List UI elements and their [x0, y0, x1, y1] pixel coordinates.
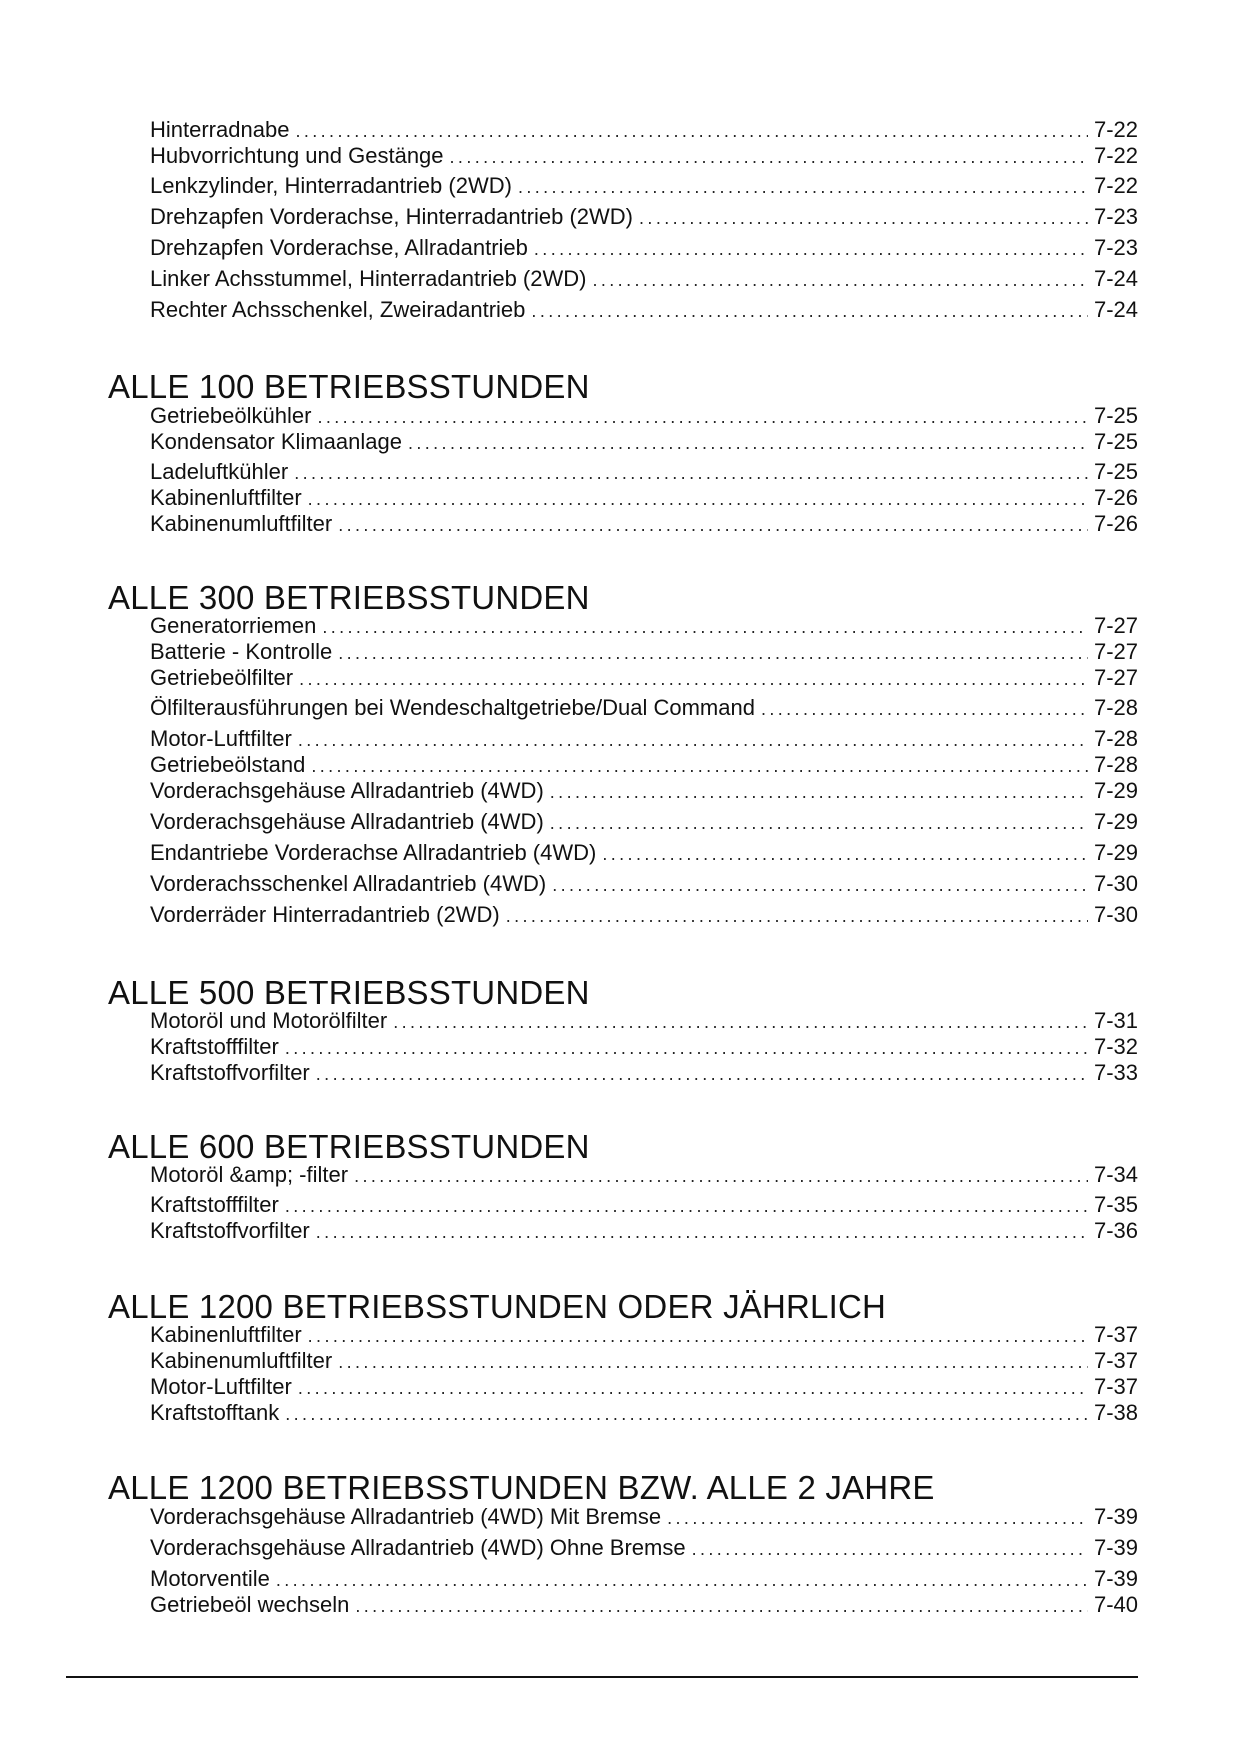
entry-page: 7-26	[1093, 485, 1138, 510]
entry-page: 7-25	[1093, 403, 1138, 428]
entry-page: 7-40	[1093, 1592, 1138, 1617]
entry-title: Getriebeölkühler	[150, 403, 312, 428]
section-heading: ALLE 100 BETRIEBSSTUNDEN	[108, 368, 590, 405]
entry-title: Hubvorrichtung und Gestänge	[150, 143, 444, 168]
toc-entry[interactable]	[150, 901, 1138, 929]
section-heading: ALLE 500 BETRIEBSSTUNDEN	[108, 974, 590, 1011]
leader-dots	[550, 809, 1088, 837]
entry-page: 7-37	[1093, 1322, 1138, 1347]
leader-dots	[408, 429, 1088, 457]
entry-title: Motorventile	[150, 1566, 270, 1591]
entry-page: 7-23	[1093, 235, 1138, 260]
leader-dots	[534, 235, 1088, 263]
entry-page: 7-28	[1093, 752, 1138, 777]
toc-entry[interactable]	[150, 484, 1138, 512]
leader-dots	[316, 1060, 1088, 1088]
entry-title: Vorderachsgehäuse Allradantrieb (4WD) Ohne Bremse	[150, 1535, 686, 1560]
entry-page: 7-24	[1093, 297, 1138, 322]
entry-page: 7-31	[1093, 1008, 1138, 1033]
toc-entry[interactable]	[150, 870, 1138, 898]
leader-dots	[338, 639, 1088, 667]
section-heading: ALLE 600 BETRIEBSSTUNDEN	[108, 1128, 590, 1165]
entry-page: 7-33	[1093, 1060, 1138, 1085]
entry-title: Motoröl &amp; -filter	[150, 1162, 349, 1187]
entry-page: 7-38	[1093, 1400, 1138, 1425]
entry-page: 7-25	[1093, 459, 1138, 484]
leader-dots	[322, 613, 1088, 641]
toc-entry[interactable]	[150, 1399, 1138, 1427]
leader-dots	[355, 1592, 1088, 1620]
entry-title: Vorderachsgehäuse Allradantrieb (4WD) Mit Bremse	[150, 1504, 662, 1529]
entry-title: Ölfilterausführungen bei Wendeschaltgetriebe/Dual Command	[150, 695, 755, 720]
entry-title: Kondensator Klimaanlage	[150, 429, 402, 454]
leader-dots	[518, 173, 1088, 201]
entry-page: 7-32	[1093, 1034, 1138, 1059]
toc-entry[interactable]	[150, 808, 1138, 836]
entry-title: Ladeluftkühler	[150, 459, 289, 484]
toc-entry[interactable]	[150, 1191, 1138, 1219]
entry-page: 7-25	[1093, 429, 1138, 454]
leader-dots	[592, 266, 1087, 294]
toc-entry[interactable]	[150, 638, 1138, 666]
entry-page: 7-30	[1093, 871, 1138, 896]
toc-entry[interactable]	[150, 1217, 1138, 1245]
toc-entry[interactable]	[150, 839, 1138, 867]
section-heading: ALLE 1200 BETRIEBSSTUNDEN BZW. ALLE 2 JAHRE	[108, 1469, 935, 1506]
toc-entry[interactable]	[150, 1033, 1138, 1061]
entry-page: 7-35	[1093, 1192, 1138, 1217]
entry-title: Kraftstofftank	[150, 1400, 280, 1425]
leader-dots	[285, 1400, 1088, 1428]
entry-title: Kraftstofffilter	[150, 1034, 279, 1059]
toc-entry[interactable]	[150, 612, 1138, 640]
entry-title: Generatorriemen	[150, 613, 317, 638]
entry-title: Endantriebe Vorderachse Allradantrieb (4WD)	[150, 840, 597, 865]
toc-entry[interactable]	[150, 402, 1138, 430]
leader-dots	[552, 871, 1088, 899]
entry-title: Lenkzylinder, Hinterradantrieb (2WD)	[150, 173, 512, 198]
entry-page: 7-29	[1093, 809, 1138, 834]
entry-title: Vorderachsschenkel Allradantrieb (4WD)	[150, 871, 547, 896]
entry-title: Getriebeölfilter	[150, 665, 294, 690]
entry-title: Linker Achsstummel, Hinterradantrieb (2WD)	[150, 266, 587, 291]
leader-dots	[308, 1322, 1088, 1350]
leader-dots	[450, 143, 1088, 171]
toc-entry[interactable]	[150, 1347, 1138, 1375]
leader-dots	[692, 1535, 1088, 1563]
leader-dots	[316, 1218, 1088, 1246]
leader-dots	[285, 1192, 1088, 1220]
leader-dots	[295, 117, 1088, 145]
leader-dots	[393, 1008, 1088, 1036]
entry-page: 7-36	[1093, 1218, 1138, 1243]
leader-dots	[354, 1162, 1088, 1190]
entry-page: 7-27	[1093, 613, 1138, 638]
entry-title: Hinterradnabe	[150, 117, 290, 142]
entry-page: 7-28	[1093, 726, 1138, 751]
entry-page: 7-26	[1093, 511, 1138, 536]
section-heading: ALLE 1200 BETRIEBSSTUNDEN ODER JÄHRLICH	[108, 1288, 887, 1325]
entry-title: Motoröl und Motorölfilter	[150, 1008, 388, 1033]
leader-dots	[602, 840, 1088, 868]
entry-page: 7-28	[1093, 695, 1138, 720]
entry-title: Getriebeölstand	[150, 752, 306, 777]
section-heading: ALLE 300 BETRIEBSSTUNDEN	[108, 579, 590, 616]
toc-entry[interactable]	[150, 458, 1138, 486]
toc-entry[interactable]	[150, 234, 1138, 262]
entry-title: Getriebeöl wechseln	[150, 1592, 350, 1617]
leader-dots	[285, 1034, 1088, 1062]
entry-page: 7-37	[1093, 1348, 1138, 1373]
entry-page: 7-29	[1093, 840, 1138, 865]
leader-dots	[298, 1374, 1088, 1402]
entry-page: 7-22	[1093, 143, 1138, 168]
entry-title: Motor-Luftfilter	[150, 1374, 292, 1399]
toc-entry[interactable]	[150, 172, 1138, 200]
entry-page: 7-22	[1093, 173, 1138, 198]
entry-title: Kabinenumluftfilter	[150, 511, 333, 536]
footer-divider	[66, 1676, 1138, 1678]
leader-dots	[276, 1566, 1088, 1594]
entry-title: Drehzapfen Vorderachse, Hinterradantrieb (2WD)	[150, 204, 634, 229]
toc-entry[interactable]	[150, 142, 1138, 170]
entry-title: Drehzapfen Vorderachse, Allradantrieb	[150, 235, 528, 260]
entry-title: Vorderachsgehäuse Allradantrieb (4WD)	[150, 809, 544, 834]
leader-dots	[308, 485, 1088, 513]
toc-entry[interactable]	[150, 777, 1138, 805]
entry-title: Kabinenluftfilter	[150, 485, 302, 510]
entry-page: 7-27	[1093, 665, 1138, 690]
entry-page: 7-23	[1093, 204, 1138, 229]
leader-dots	[317, 403, 1088, 431]
toc-entry[interactable]	[150, 664, 1138, 692]
entry-title: Vorderachsgehäuse Allradantrieb (4WD)	[150, 778, 544, 803]
toc-entry[interactable]	[150, 1565, 1138, 1593]
toc-entry[interactable]	[150, 1591, 1138, 1619]
entry-page: 7-34	[1093, 1162, 1138, 1187]
leader-dots	[299, 665, 1088, 693]
toc-entry[interactable]	[150, 296, 1138, 324]
toc-entry[interactable]	[150, 1007, 1138, 1035]
toc-entry[interactable]	[150, 203, 1138, 231]
entry-title: Kabinenluftfilter	[150, 1322, 302, 1347]
leader-dots	[338, 1348, 1088, 1376]
entry-page: 7-39	[1093, 1504, 1138, 1529]
entry-title: Kraftstoffvorfilter	[150, 1060, 310, 1085]
toc-entry[interactable]	[150, 1534, 1138, 1562]
toc-entry[interactable]	[150, 1059, 1138, 1087]
toc-entry[interactable]	[150, 116, 1138, 144]
toc-entry[interactable]	[150, 265, 1138, 293]
leader-dots	[506, 902, 1088, 930]
toc-entry[interactable]	[150, 725, 1138, 753]
toc-entry[interactable]	[150, 510, 1138, 538]
entry-page: 7-37	[1093, 1374, 1138, 1399]
toc-entry[interactable]	[150, 1503, 1138, 1531]
entry-page: 7-22	[1093, 117, 1138, 142]
leader-dots	[550, 778, 1088, 806]
entry-page: 7-30	[1093, 902, 1138, 927]
entry-title: Rechter Achsschenkel, Zweiradantrieb	[150, 297, 526, 322]
toc-entry[interactable]	[150, 751, 1138, 779]
leader-dots	[294, 459, 1088, 487]
entry-title: Kraftstoffvorfilter	[150, 1218, 310, 1243]
toc-entry[interactable]	[150, 428, 1138, 456]
leader-dots	[338, 511, 1088, 539]
leader-dots	[639, 204, 1088, 232]
leader-dots	[298, 726, 1088, 754]
entry-title: Vorderräder Hinterradantrieb (2WD)	[150, 902, 500, 927]
leader-dots	[667, 1504, 1088, 1532]
toc-entry[interactable]	[150, 1161, 1138, 1189]
leader-dots	[531, 297, 1088, 325]
entry-title: Kabinenumluftfilter	[150, 1348, 333, 1373]
entry-page: 7-39	[1093, 1566, 1138, 1591]
entry-page: 7-27	[1093, 639, 1138, 664]
leader-dots	[311, 752, 1088, 780]
entry-page: 7-29	[1093, 778, 1138, 803]
toc-entry[interactable]	[150, 1373, 1138, 1401]
entry-page: 7-24	[1093, 266, 1138, 291]
entry-page: 7-39	[1093, 1535, 1138, 1560]
entry-title: Batterie - Kontrolle	[150, 639, 333, 664]
toc-entry[interactable]	[150, 694, 1138, 722]
entry-title: Motor-Luftfilter	[150, 726, 292, 751]
toc-entry[interactable]	[150, 1321, 1138, 1349]
leader-dots	[761, 695, 1088, 723]
entry-title: Kraftstofffilter	[150, 1192, 279, 1217]
